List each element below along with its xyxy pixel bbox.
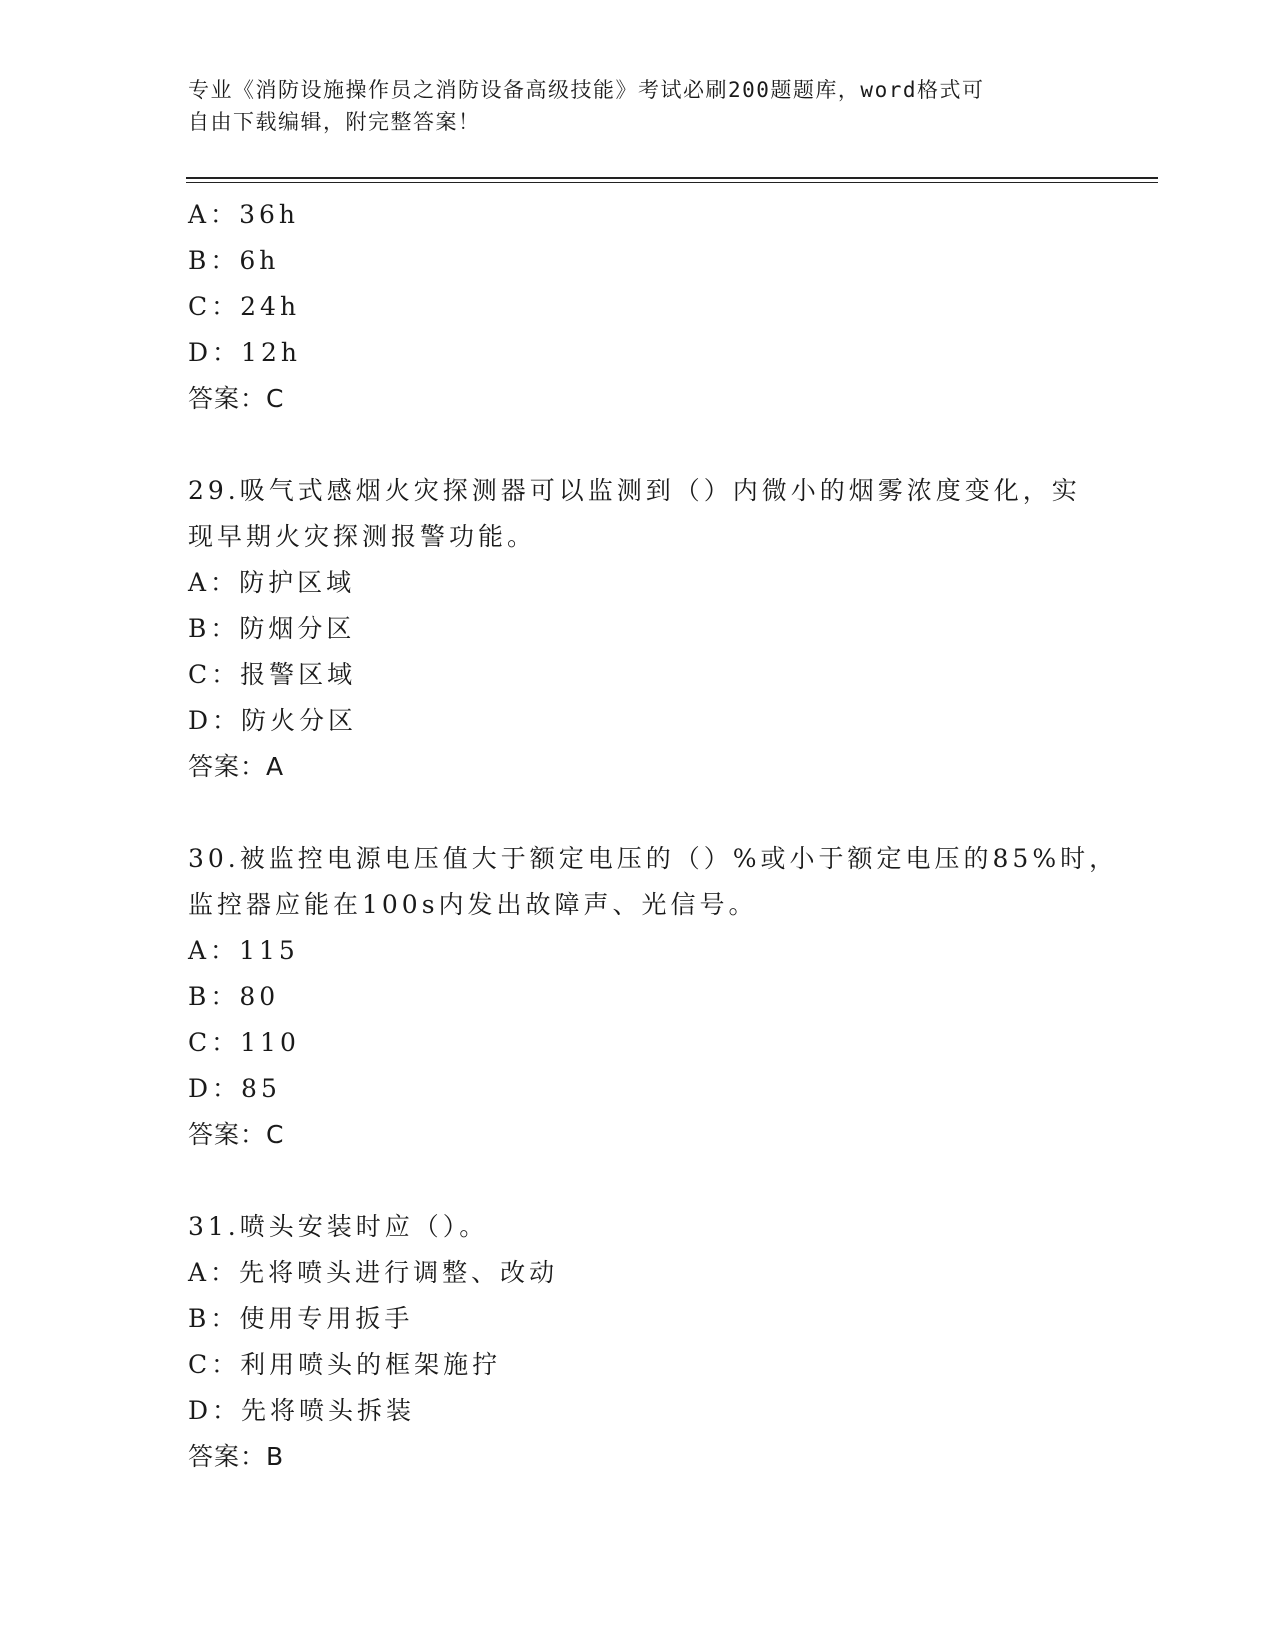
spacer (188, 1158, 1088, 1204)
option-label: A： (188, 936, 240, 965)
question-stem-line-2: 监控器应能在100s内发出故障声、光信号。 (188, 890, 758, 919)
option-label: B： (188, 1304, 240, 1333)
option-text: 24h (240, 292, 301, 321)
option-label: A： (188, 200, 240, 229)
option-text: 先将喷头拆装 (241, 1396, 416, 1425)
option-text: 防火分区 (241, 706, 358, 735)
option-text: 85 (241, 1074, 281, 1103)
answer-line: 答案：B (188, 1442, 285, 1471)
option-label: C： (188, 660, 241, 689)
option-label: B： (188, 982, 240, 1011)
option-d (188, 1388, 1088, 1434)
option-text: 110 (240, 1028, 300, 1057)
question-30 (188, 836, 1119, 1158)
option-c (188, 652, 1088, 698)
option-text: 115 (239, 936, 299, 965)
answer-line: 答案：C (188, 1120, 285, 1149)
option-text: 使用专用扳手 (239, 1304, 414, 1333)
question-stem-line-2: 现早期火灾探测报警功能。 (188, 522, 537, 551)
option-text: 6h (239, 246, 280, 275)
option-d (188, 698, 1088, 744)
answer-line: 答案：C (188, 384, 285, 413)
option-a (188, 192, 1088, 238)
option-text: 防护区域 (239, 568, 356, 597)
answer-line: 答案：A (188, 752, 285, 781)
option-label: D： (188, 338, 242, 367)
option-a (188, 1250, 1088, 1296)
spacer (188, 790, 1088, 836)
option-d (188, 330, 1088, 376)
question-29 (188, 468, 1088, 790)
option-text: 报警区域 (240, 660, 357, 689)
header-title-line-2: 自由下载编辑，附完整答案！ (188, 110, 481, 134)
option-text: 12h (241, 338, 301, 367)
option-text: 先将喷头进行调整、改动 (239, 1258, 559, 1287)
option-b (188, 238, 1088, 284)
option-text: 利用喷头的框架施拧 (240, 1350, 502, 1379)
header-title-line-1: 专业《消防设施操作员之消防设备高级技能》考试必刷200题题库，word格式可 (188, 78, 985, 102)
option-b (188, 606, 1088, 652)
option-label: B： (188, 246, 240, 275)
spacer (188, 422, 1088, 468)
option-label: D： (188, 706, 242, 735)
option-label: A： (188, 568, 240, 597)
option-label: C： (188, 1028, 241, 1057)
option-b (188, 1296, 1088, 1342)
option-label: D： (188, 1396, 242, 1425)
header-divider-thick (186, 177, 1158, 179)
question-stem-line-1: 31.喷头安装时应（）。 (188, 1212, 489, 1241)
option-c (188, 284, 1088, 330)
question-stem-line-1: 29.吸气式感烟火灾探测器可以监测到（）内微小的烟雾浓度变化，实 (188, 476, 1081, 505)
option-label: C： (188, 292, 241, 321)
option-label: B： (188, 614, 240, 643)
option-text: 80 (239, 982, 280, 1011)
option-label: C： (188, 1350, 241, 1379)
option-a (188, 560, 1088, 606)
header-divider-thin (186, 182, 1158, 183)
document-header (188, 74, 1068, 138)
question-31 (188, 1204, 1088, 1480)
question-list (188, 192, 1119, 1480)
option-a (188, 928, 1088, 974)
option-c (188, 1342, 1088, 1388)
question-28-continued (188, 192, 1088, 422)
option-label: A： (188, 1258, 240, 1287)
option-text: 防烟分区 (239, 614, 356, 643)
option-label: D： (188, 1074, 242, 1103)
option-b (188, 974, 1088, 1020)
question-stem-line-1: 30.被监控电源电压值大于额定电压的（）%或小于额定电压的85%时， (188, 844, 1119, 873)
option-c (188, 1020, 1088, 1066)
option-text: 36h (239, 200, 299, 229)
option-d (188, 1066, 1088, 1112)
